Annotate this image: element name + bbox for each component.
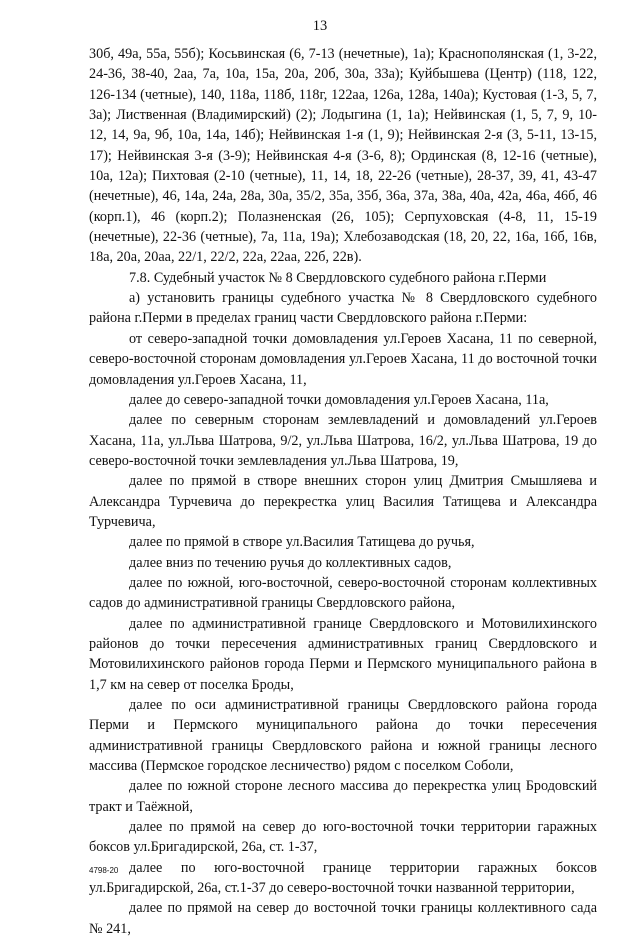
paragraph: далее по южной, юго-восточной, северо-восточной сторонам коллективных садов до административной границы Свердловского района, xyxy=(89,574,597,612)
paragraph: а) установить границы судебного участка № 8 Свердловского судебного района г.Перми в пределах границ части Свердловского района г.Перми: xyxy=(89,290,597,327)
paragraph: далее по прямой в створе ул.Василия Татищева до ручья, xyxy=(129,534,475,551)
paragraph: далее по прямой в створе внешних сторон улиц Дмитрия Смышляева и Александра Турчевича до перекрестка улиц Василия Татищева и Александра Турчевича, xyxy=(89,473,597,530)
paragraph: далее по оси административной границы Свердловского района города Перми и Пермского муниципального района до точки пересечения административной границы Свердловского района и южной границы лесного массива (Пермское городское лесничество) рядом с поселком Соболи, xyxy=(89,697,597,775)
paragraph: далее по прямой на север до юго-восточной точки территории гаражных боксов ул.Бригадирской, 26а, ст. 1-37, xyxy=(89,819,597,856)
paragraph: далее по административной границе Свердловского и Мотовилихинского районов до точки пересечения административных границ Свердловского и Мотовилихинского районов города Перми и Пермского муниципального района в 1,7 км на север от поселка Броды, xyxy=(89,615,597,693)
document-code: 4798-20 xyxy=(89,866,119,875)
paragraph: далее вниз по течению ручья до коллективных садов, xyxy=(129,554,452,571)
paragraph: далее по южной стороне лесного массива до перекрестка улиц Бродовский тракт и Таёжной, xyxy=(89,778,597,815)
page-number: 13 xyxy=(312,18,328,34)
paragraph: далее по юго-восточной границе территории гаражных боксов ул.Бригадирской, 26а, ст.1-37 до северо-восточной точки названной территории, xyxy=(89,859,597,897)
paragraph: 30б, 49а, 55а, 55б); Косьвинская (6, 7-13 (нечетные), 1а); Краснополянская (1, 3-22, 24-36, 38-40, 2аа, 7а, 10а, 15а, 20а, 20б, 30а, 33а); Куйбышева (Центр) (118, 122, 126-134 (четные), 140, 118а, 118б, 118г, 122аа, 126а, 128а, 140а); Кустовая (1-3, 5, 7, 3а); Лиственная (Владимирский) (2); Лодыгина (1, 1а); Нейвинская (1, 5, 7, 9, 10-12, 14, 9а, 9б, 10а, 14а, 14б); Нейвинская 1-я (1, 9); Нейвинская 2-я (3, 5-11, 13-15, 17); Нейвинская 3-я (3-9); Нейвинская 4-я (3-6, 8); Ординская (8, 12-16 (четные), 10а, 12а); Пихтовая (2-10 (четные), 11, 14, 18, 22-26 (четные), 28-37, 39, 41, 43-47 (нечетные), 46, 14а, 24а, 28а, 30а, 35/2, 35а, 35б, 36а, 37а, 38а, 40а, 42а, 46а, 46б, 46 (корп.1), 46 (корп.2); Полазненская (26, 105); Серпуховская (4-8, 11, 15-19 (нечетные), 22-36 (четные), 7а, 11а, 19а); Хлебозаводская (18, 20, 22, 16а, 16б, 16в, 18а, 20а, 20аа, 22/1, 22/2, 22а, 22аа, 22б, 22в). xyxy=(89,46,597,266)
document-body xyxy=(89,44,597,939)
paragraph: от северо-западной точки домовладения ул.Героев Хасана, 11 по северной, северо-восточной сторонам домовладения ул.Героев Хасана, 11 до восточной точки домовладения ул.Героев Хасана, 11, xyxy=(89,330,597,388)
paragraph: далее по северным сторонам землевладений и домовладений ул.Героев Хасана, 11а, ул.Льва Шатрова, 9/2, ул.Льва Шатрова, 16/2, ул.Льва Шатрова, 19 до северо-восточной точки землевладения ул.Льва Шатрова, 19, xyxy=(89,412,597,469)
paragraph: далее до северо-западной точки домовладения ул.Героев Хасана, 11а, xyxy=(129,391,549,408)
paragraph: 7.8. Судебный участок № 8 Свердловского судебного района г.Перми xyxy=(129,269,547,286)
paragraph: далее по прямой на север до восточной точки границы коллективного сада № 241, xyxy=(89,900,597,937)
